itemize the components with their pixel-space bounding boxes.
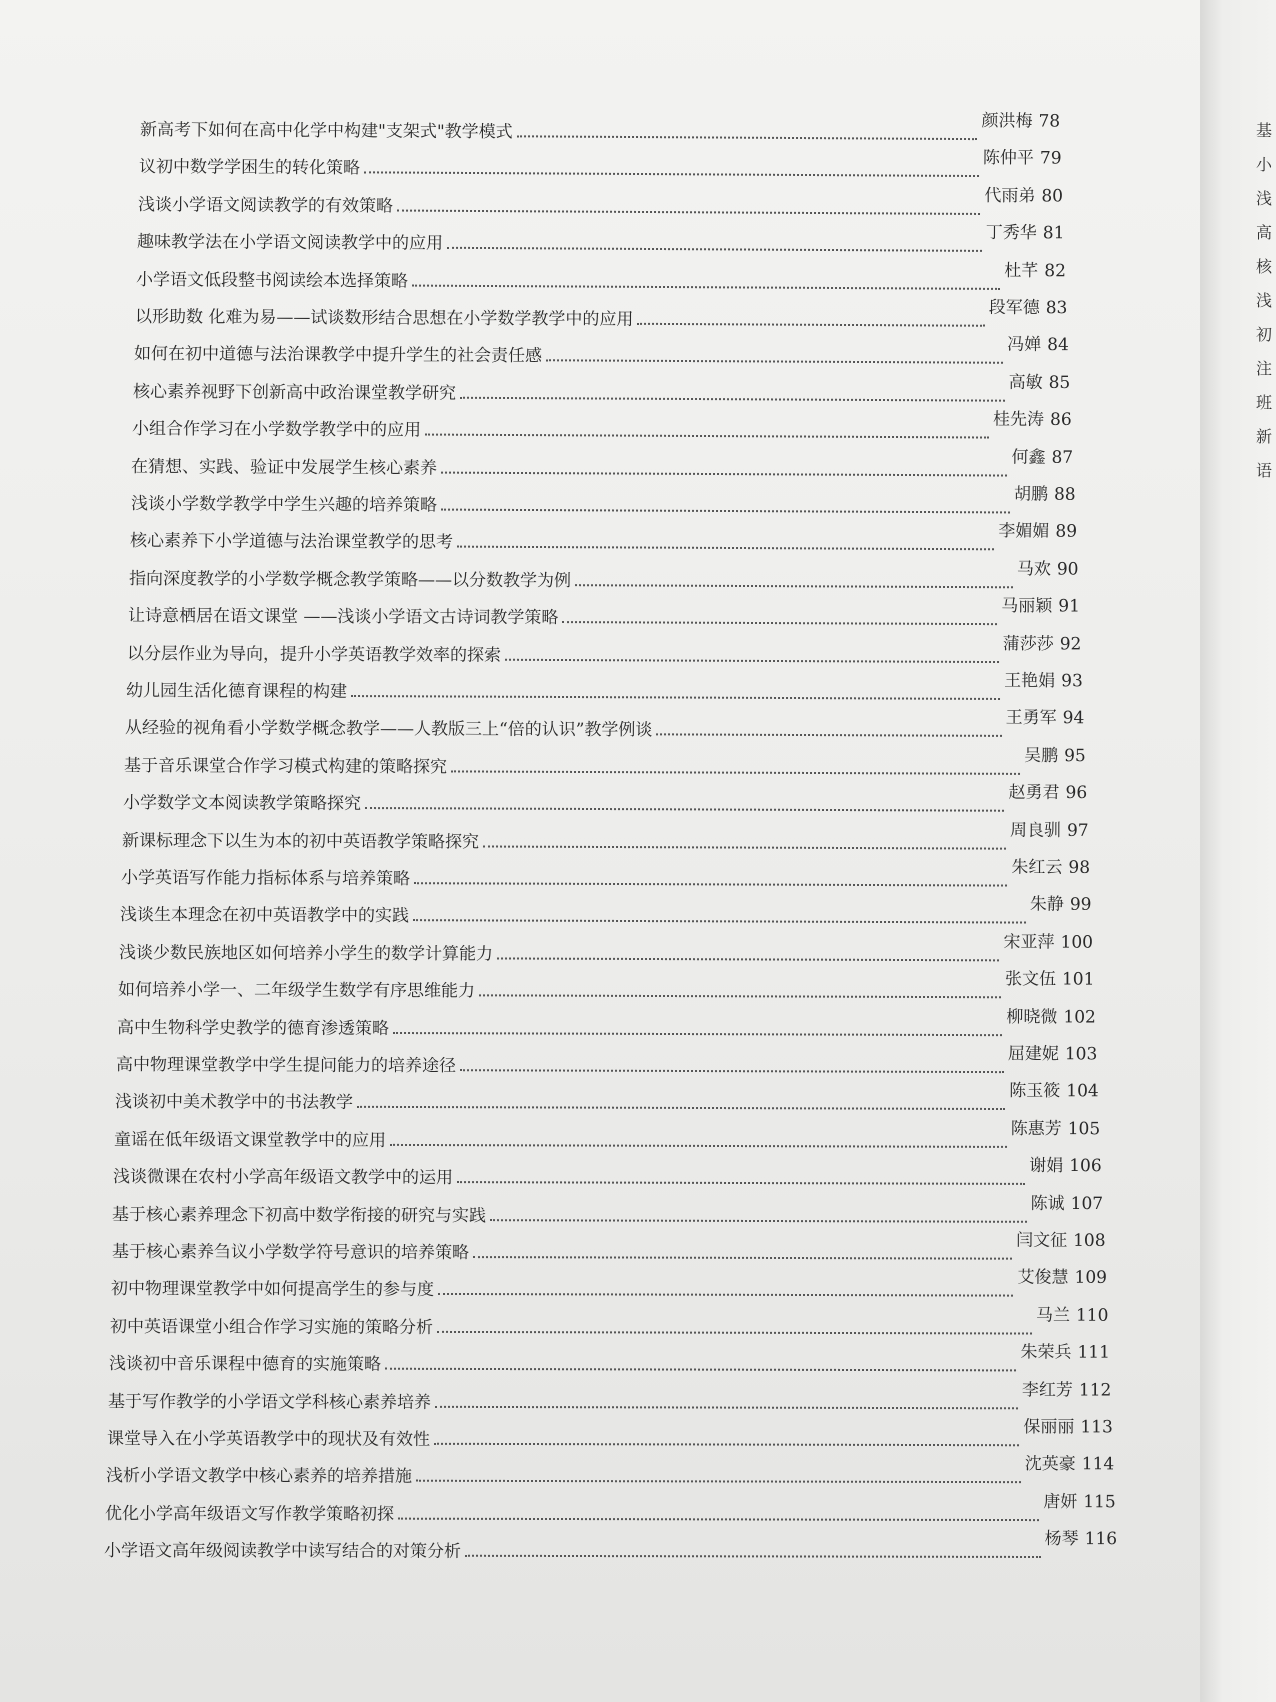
toc-entry-author-block <box>1008 783 1087 803</box>
toc-leader-dots <box>460 397 1005 402</box>
toc-entry-title: 核心素养视野下创新高中政治课堂教学研究 <box>133 381 457 404</box>
toc-entry-title: 以形助数 化难为易——试谈数形结合思想在小学数学教学中的应用 <box>135 307 634 330</box>
toc-entry-page-number: 90 <box>1056 559 1079 580</box>
toc-entry-page-number: 92 <box>1059 633 1082 655</box>
toc-entry-page-number: 107 <box>1071 1193 1104 1214</box>
toc-entry-author-block <box>1004 671 1083 691</box>
toc-entry-title: 课堂导入在小学英语教学中的现状及有效性 <box>106 1429 430 1450</box>
toc-entry-page-number: 112 <box>1078 1380 1112 1401</box>
toc-entry-author: 何鑫 <box>1011 447 1047 468</box>
toc-leader-dots <box>457 546 994 551</box>
toc-entry-author: 周良驯 <box>1009 820 1061 841</box>
toc-leader-dots <box>390 1144 1007 1148</box>
adjacent-page-char: 基 <box>1256 121 1273 140</box>
toc-leader-dots <box>638 323 985 327</box>
toc-leader-dots <box>414 882 1007 886</box>
toc-entry-page-number: 102 <box>1063 1006 1097 1028</box>
toc-entry-title: 浅谈小学语文阅读教学的有效策略 <box>138 194 394 217</box>
toc-entry <box>119 932 1094 967</box>
toc-leader-dots <box>451 770 1020 774</box>
toc-entry-author: 冯婵 <box>1007 335 1042 356</box>
toc-entry-title: 高中物理课堂教学中学生提问能力的培养途径 <box>116 1055 457 1077</box>
toc-entry-author-block <box>1008 1044 1098 1064</box>
toc-entry-author: 柳晓微 <box>1006 1006 1058 1027</box>
toc-entry-author-block <box>1011 1119 1101 1139</box>
toc-entry-page-number: 81 <box>1042 223 1065 244</box>
toc-entry <box>129 521 1077 556</box>
toc-leader-dots <box>398 1517 1039 1520</box>
toc-entry-author-block <box>1010 1081 1100 1101</box>
toc-entry-author: 唐妍 <box>1043 1491 1078 1512</box>
toc-entry-author-block <box>1004 932 1094 952</box>
toc-entry-page-number: 113 <box>1080 1417 1113 1438</box>
toc-entry-page-number: 89 <box>1054 521 1077 543</box>
toc-entry <box>112 1193 1104 1228</box>
toc-entry-author-block <box>1024 746 1086 766</box>
toc-entry <box>134 335 1070 369</box>
toc-entry-author: 李红芳 <box>1021 1379 1073 1401</box>
toc-entry-author: 代雨弟 <box>984 185 1036 207</box>
toc-entry-author-block <box>1036 1305 1109 1325</box>
toc-entry <box>121 857 1091 892</box>
toc-leader-dots <box>457 1181 1025 1185</box>
toc-entry-author: 丁秀华 <box>985 223 1038 244</box>
adjacent-page-char: 初 <box>1256 325 1273 344</box>
toc-entry-title: 优化小学高年级语文写作教学策略初探 <box>104 1503 394 1525</box>
toc-entry-title: 以分层作业为导向，提升小学英语教学效率的探索 <box>126 643 501 666</box>
toc-entry-page-number: 114 <box>1081 1454 1115 1475</box>
toc-entry-title: 初中英语课堂小组合作学习实施的策略分析 <box>109 1316 433 1338</box>
toc-leader-dots <box>385 1368 1016 1372</box>
toc-entry-title: 浅谈初中美术教学中的书法教学 <box>115 1092 354 1114</box>
toc-leader-dots <box>425 434 989 439</box>
toc-entry-author: 王勇军 <box>1005 708 1057 729</box>
adjacent-page-char: 小 <box>1256 155 1273 174</box>
toc-entry-author: 段军德 <box>988 297 1041 319</box>
toc-entry-author: 张文伍 <box>1005 969 1057 990</box>
toc-entry <box>103 1529 1118 1563</box>
toc-leader-dots <box>438 1293 1013 1297</box>
toc-leader-dots <box>416 1480 1021 1483</box>
toc-entry-page-number: 97 <box>1066 820 1089 841</box>
toc-entry-title: 浅谈小学数学教学中学生兴趣的培养策略 <box>130 494 437 516</box>
adjacent-page-char: 浅 <box>1256 189 1273 208</box>
toc-leader-dots <box>357 1106 1005 1110</box>
toc-leader-dots <box>479 995 1001 999</box>
toc-entry-title: 核心素养下小学道德与法治课堂教学的思考 <box>129 531 453 553</box>
toc-entry-author-block <box>989 298 1068 318</box>
toc-entry <box>117 1006 1097 1042</box>
toc-entry <box>108 1342 1110 1377</box>
toc-entry-title: 浅谈微课在农村小学高年级语文教学中的运用 <box>113 1167 454 1189</box>
toc-entry <box>125 670 1083 705</box>
toc-entry <box>131 447 1074 482</box>
toc-entry-author: 马兰 <box>1035 1305 1070 1326</box>
toc-leader-dots <box>490 1219 1027 1223</box>
toc-entry-author: 朱静 <box>1029 894 1064 916</box>
toc-entry-author-block <box>1012 447 1074 467</box>
toc-leader-dots <box>546 360 1003 365</box>
toc-entry-author-block <box>1017 1268 1107 1288</box>
toc-leader-dots <box>460 1069 1004 1073</box>
toc-entry <box>120 894 1092 929</box>
toc-entry-title: 在猜想、实践、验证中发展学生核心素养 <box>131 456 438 479</box>
toc-entry-title: 浅析小学语文教学中核心素养的培养措施 <box>105 1466 412 1488</box>
toc-entry-title: 童谣在低年级语文课堂教学中的应用 <box>114 1129 387 1151</box>
toc-entry-author-block <box>1010 820 1089 840</box>
toc-entry-title: 浅谈生本理念在初中英语教学中的实践 <box>120 905 410 927</box>
toc-entry <box>122 782 1088 817</box>
toc-entry-title: 趣味教学法在小学语文阅读教学中的应用 <box>137 232 444 254</box>
toc-leader-dots <box>465 1555 1041 1558</box>
adjacent-page-char: 注 <box>1256 359 1273 378</box>
toc-entry-author: 蒲莎莎 <box>1002 633 1054 654</box>
toc-entry-author: 马欢 <box>1016 559 1051 580</box>
toc-entry-page-number: 98 <box>1068 857 1091 878</box>
toc-entry-page-number: 110 <box>1075 1305 1109 1326</box>
toc-entry-author-block <box>1007 1007 1097 1027</box>
toc-entry-author-block <box>1043 1492 1115 1512</box>
toc-entry-page-number: 115 <box>1083 1491 1116 1513</box>
toc-entry <box>130 484 1076 519</box>
toc-entry <box>123 745 1086 780</box>
toc-entry-author-block <box>1020 1343 1110 1363</box>
toc-leader-dots <box>435 1405 1018 1408</box>
toc-entry <box>126 633 1082 668</box>
toc-leader-dots <box>413 920 1026 924</box>
toc-entry-author-block <box>998 522 1077 542</box>
toc-entry <box>121 820 1089 855</box>
toc-entry-page-number: 78 <box>1038 111 1061 132</box>
toc-entry-page-number: 99 <box>1069 895 1092 916</box>
toc-entry-author-block <box>1002 634 1081 654</box>
toc-entry-title: 初中物理课堂教学中如何提高学生的参与度 <box>110 1279 434 1301</box>
toc-entry-title: 基于核心素养刍议小学数学符号意识的培养策略 <box>111 1242 469 1264</box>
toc-entry <box>110 1267 1107 1302</box>
toc-entry-title: 小学语文高年级阅读教学中读写结合的对策分析 <box>103 1541 461 1562</box>
toc-entry-author: 陈玉筱 <box>1009 1081 1061 1102</box>
toc-entry-title: 如何培养小学一、二年级学生数学有序思维能力 <box>118 980 476 1002</box>
toc-entry-title: 让诗意栖居在语文课堂 ——浅谈小学语文古诗词教学策略 <box>127 606 559 629</box>
adjacent-page-char: 高 <box>1256 223 1273 242</box>
toc-entry-author: 赵勇君 <box>1008 782 1060 804</box>
toc-entry <box>107 1379 1112 1415</box>
toc-entry-author: 吴鹏 <box>1023 745 1058 766</box>
toc-entry-page-number: 85 <box>1048 372 1071 393</box>
toc-entry-title: 幼儿园生活化德育课程的构建 <box>125 681 347 703</box>
toc-entry <box>135 297 1068 332</box>
toc-entry-title: 从经验的视角看小学数学概念教学——人教版三上“倍的认识”教学例谈 <box>124 718 653 741</box>
toc-entry-author-block <box>984 186 1063 206</box>
toc-entry-author-block <box>1007 335 1069 355</box>
toc-entry-author: 桂先涛 <box>993 409 1045 430</box>
toc-entry-author: 高敏 <box>1008 372 1044 393</box>
toc-entry-title: 高中生物科学史教学的德育渗透策略 <box>117 1017 390 1039</box>
toc-entry <box>132 409 1073 444</box>
toc-entry-author: 陈诚 <box>1031 1193 1066 1214</box>
toc-entry-title: 基于核心素养理念下初高中数学衔接的研究与实践 <box>112 1204 487 1226</box>
toc-entry-page-number: 108 <box>1072 1230 1106 1251</box>
toc-entry <box>104 1491 1116 1526</box>
toc-entry-author: 杜芊 <box>1004 260 1039 281</box>
toc-leader-dots <box>441 509 1010 514</box>
toc-leader-dots <box>562 621 997 625</box>
toc-entry-author: 谢娟 <box>1029 1156 1064 1177</box>
toc-entry-page-number: 94 <box>1062 708 1085 729</box>
toc-leader-dots <box>397 209 980 214</box>
toc-entry-author-block <box>983 148 1062 168</box>
toc-entry-page-number: 91 <box>1057 596 1080 617</box>
toc-leader-dots <box>412 284 1000 289</box>
adjacent-page-char: 浅 <box>1256 291 1273 310</box>
toc-entry-author-block <box>1030 1156 1103 1176</box>
toc-entry <box>114 1118 1101 1153</box>
toc-entry-author-block <box>1009 373 1071 393</box>
toc-entry-page-number: 87 <box>1051 447 1074 468</box>
toc-leader-dots <box>437 1331 1032 1335</box>
toc-entry-author-block <box>986 223 1065 243</box>
adjacent-page-char: 班 <box>1256 393 1273 412</box>
toc-entry-title: 指向深度教学的小学数学概念教学策略——以分数教学为例 <box>128 568 571 591</box>
toc-entry-author-block <box>1004 261 1066 281</box>
toc-leader-dots <box>393 1032 1002 1036</box>
toc-entry <box>105 1454 1115 1488</box>
toc-entry-author: 屈建妮 <box>1008 1044 1060 1065</box>
toc-entry-title: 浅谈初中音乐课程中德育的实施策略 <box>108 1354 381 1375</box>
toc-entry-author-block <box>1005 969 1095 989</box>
toc-entry-title: 新高考下如何在高中化学中构建"支架式"教学模式 <box>140 120 513 143</box>
toc-entry-author: 杨琴 <box>1044 1529 1079 1550</box>
toc-entry-author: 宋亚萍 <box>1003 932 1055 953</box>
toc-entry <box>118 969 1095 1004</box>
toc-entry-author: 胡鹏 <box>1013 484 1048 505</box>
toc-entry-page-number: 86 <box>1050 410 1073 431</box>
toc-entry <box>139 148 1062 183</box>
toc-entry-title: 基于写作教学的小学语文学科核心素养培养 <box>107 1391 431 1413</box>
toc-leader-dots <box>505 658 999 662</box>
toc-entry-author: 闫文征 <box>1015 1230 1067 1251</box>
toc-entry-page-number: 109 <box>1074 1268 1107 1289</box>
toc-entry <box>137 223 1065 257</box>
toc-entry-author: 沈英豪 <box>1024 1454 1076 1475</box>
toc-entry-page-number: 116 <box>1084 1529 1118 1550</box>
toc-entry-page-number: 88 <box>1053 484 1076 505</box>
toc-leader-dots <box>447 247 982 252</box>
toc-leader-dots <box>441 471 1007 476</box>
toc-entry-author: 马丽颖 <box>1000 596 1052 617</box>
toc-entry-page-number: 79 <box>1039 148 1062 169</box>
toc-entry-page-number: 93 <box>1060 671 1083 692</box>
toc-entry <box>113 1156 1103 1190</box>
toc-entry-page-number: 83 <box>1045 298 1068 319</box>
toc-entry-author: 陈惠芳 <box>1011 1118 1063 1139</box>
toc-entry-page-number: 100 <box>1060 932 1094 953</box>
toc-entry <box>116 1044 1098 1078</box>
toc-leader-dots <box>364 172 979 178</box>
toc-entry-author-block <box>1011 858 1090 878</box>
toc-entry <box>109 1305 1109 1340</box>
toc-entry-author: 王艳娟 <box>1003 670 1056 692</box>
toc-entry-author-block <box>1001 596 1080 616</box>
toc-entry-title: 浅谈少数民族地区如何培养小学生的数学计算能力 <box>119 942 494 965</box>
toc-entry-page-number: 95 <box>1063 745 1086 766</box>
toc-entry-page-number: 96 <box>1065 783 1088 804</box>
toc-entry-author: 颜洪梅 <box>981 111 1033 132</box>
toc-entry <box>133 372 1071 407</box>
toc-entry <box>128 559 1079 594</box>
toc-entry <box>127 596 1080 631</box>
toc-entry <box>115 1081 1100 1115</box>
adjacent-page-edge <box>1200 0 1276 1702</box>
toc-entry-author: 保丽丽 <box>1023 1417 1075 1438</box>
toc-leader-dots <box>473 1256 1012 1260</box>
toc-entry-author-block <box>1005 708 1084 728</box>
toc-entry-title: 小组合作学习在小学数学教学中的应用 <box>132 419 422 441</box>
toc-leader-dots <box>575 584 1013 588</box>
toc-entry-author-block <box>1013 484 1075 504</box>
toc-entry-page-number: 111 <box>1077 1342 1110 1363</box>
toc-entry-page-number: 103 <box>1065 1044 1098 1065</box>
toc-leader-dots <box>483 845 1006 849</box>
toc-entry <box>136 260 1067 295</box>
toc-entry-page-number: 80 <box>1041 186 1064 207</box>
toc-entry-page-number: 101 <box>1062 969 1095 990</box>
toc-entry <box>106 1417 1113 1451</box>
toc-entry-page-number: 106 <box>1069 1156 1103 1177</box>
adjacent-page-char: 新 <box>1256 427 1273 446</box>
toc-entry-title: 小学英语写作能力指标体系与培养策略 <box>121 868 411 890</box>
toc-entry-author-block <box>1023 1417 1113 1437</box>
toc-entry-title: 基于音乐课堂合作学习模式构建的策略探究 <box>123 755 447 778</box>
toc-entry-author-block <box>1025 1455 1114 1475</box>
toc-entry-author-block <box>1031 1193 1104 1213</box>
toc-entry <box>140 111 1061 146</box>
toc-leader-dots <box>497 957 999 961</box>
toc-entry-title: 如何在初中道德与法治课教学中提升学生的社会责任感 <box>134 344 543 367</box>
toc-entry-author: 陈仲平 <box>982 148 1035 169</box>
toc-entry <box>124 708 1085 742</box>
toc-entry-author: 李媚媚 <box>997 521 1050 542</box>
toc-entry-title: 新课标理念下以生为本的初中英语教学策略探究 <box>121 830 480 853</box>
toc-leader-dots <box>365 807 1004 812</box>
toc-leader-dots <box>656 734 1001 738</box>
toc-entry-page-number: 104 <box>1066 1081 1100 1102</box>
toc-leader-dots <box>434 1443 1019 1446</box>
toc-leader-dots <box>517 135 978 140</box>
toc-leader-dots <box>351 695 1000 700</box>
toc-entry-author: 朱红云 <box>1011 857 1063 878</box>
toc-entry-author-block <box>1045 1529 1117 1549</box>
toc-entry-author-block <box>1030 895 1092 915</box>
toc-entry-page-number: 105 <box>1068 1118 1101 1140</box>
toc-entry-title: 小学语文低段整书阅读绘本选择策略 <box>136 269 409 292</box>
toc-entry-author: 朱荣兵 <box>1020 1342 1072 1363</box>
adjacent-page-char: 核 <box>1256 257 1273 276</box>
toc-entry-title: 小学数学文本阅读教学策略探究 <box>122 793 361 815</box>
adjacent-page-char: 语 <box>1256 461 1273 480</box>
toc-entry-page-number: 84 <box>1047 335 1070 356</box>
toc-entry-title: 议初中数学学困生的转化策略 <box>139 157 361 179</box>
toc-entry-author-block <box>981 111 1060 131</box>
toc-entry-author-block <box>993 410 1072 430</box>
toc-entry-author-block <box>1016 1231 1106 1251</box>
toc-entry-page-number: 82 <box>1044 260 1067 281</box>
toc-entry-author-block <box>1022 1380 1112 1400</box>
toc-entry <box>111 1230 1106 1265</box>
toc-entry-author: 艾俊慧 <box>1017 1267 1069 1289</box>
toc-entry-author-block <box>1016 559 1078 579</box>
toc-entry <box>138 185 1064 220</box>
